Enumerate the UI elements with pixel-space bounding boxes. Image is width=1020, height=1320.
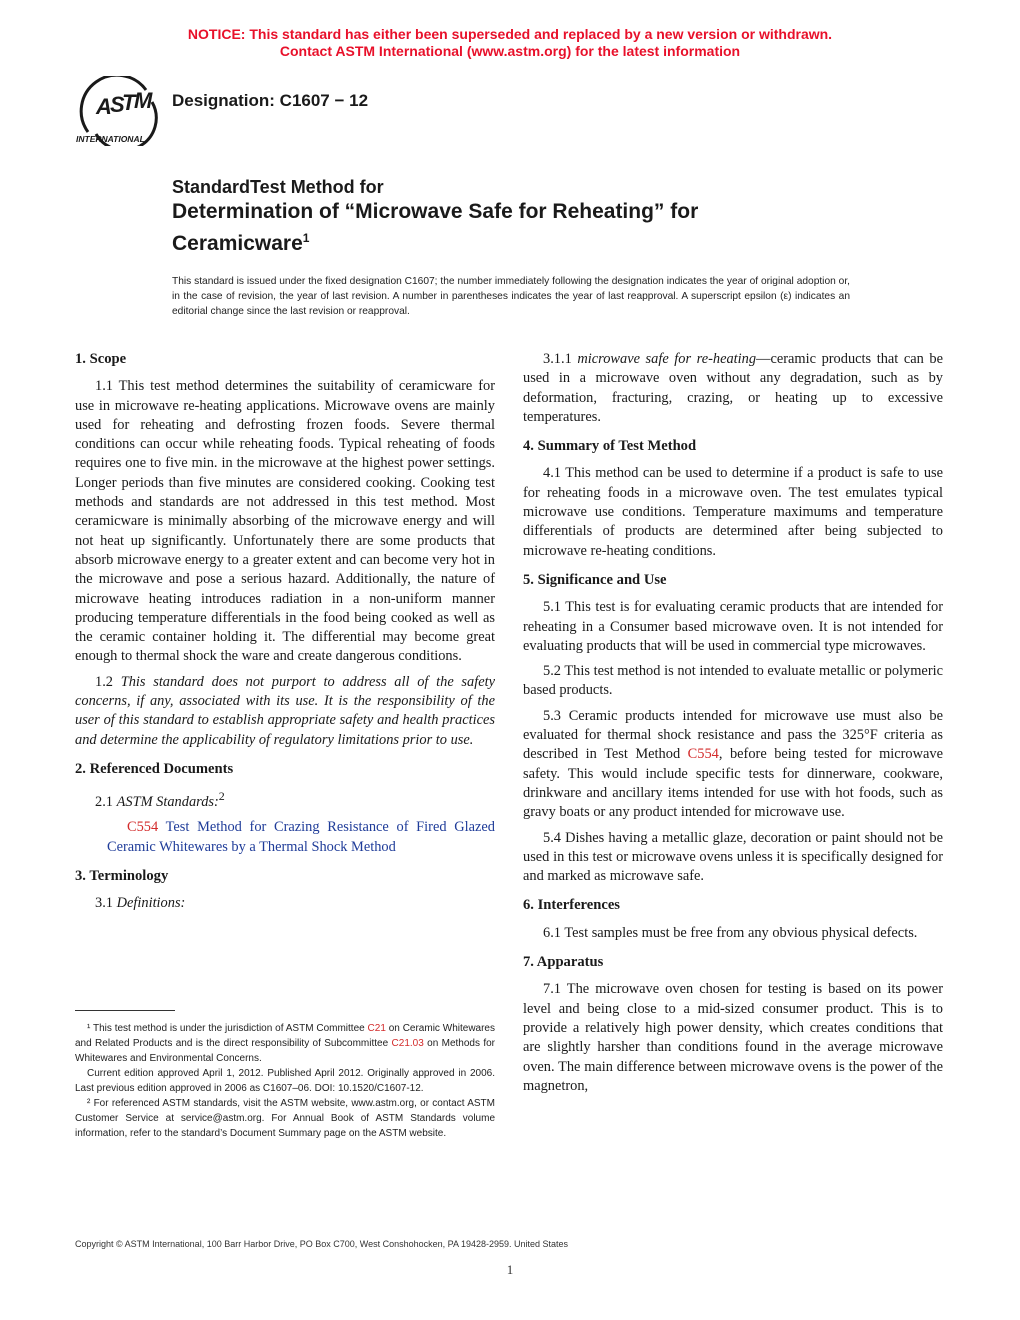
footnote-text: volume information, refer to the standard’s Document Summary page on the ASTM website. bbox=[75, 1113, 496, 1139]
supersede-notice bbox=[0, 26, 1020, 60]
footnotes bbox=[75, 1021, 495, 1141]
committee-link[interactable]: C21 bbox=[367, 1023, 386, 1034]
footnote-text: on Methods for Whitewares and Environmental Concerns. bbox=[75, 1038, 496, 1064]
footnote-italic-title: Annual Book of ASTM Standards bbox=[292, 1113, 456, 1124]
paragraph-3-1-1 bbox=[523, 350, 943, 427]
footnote-text: ¹ This test method is under the jurisdiction of ASTM Committee bbox=[87, 1023, 368, 1034]
svg-text:T: T bbox=[122, 90, 136, 115]
footnote-1-edition: Current edition approved April 1, 2012. Published April 2012. Originally approved in 2006. Last previous edition approved in 2006 as C1607–06. DOI: 10.1520/C1607-12. bbox=[75, 1068, 495, 1094]
paragraph-text: , before being tested for microwave safety. This would include specific tests for dinnerware, cookware, drinkware and ancillary items intended for use with hot foods, such as gravy boats or any product intended for microwave use. bbox=[523, 746, 943, 821]
reference-link-c554-inline[interactable]: C554 bbox=[687, 746, 719, 763]
footnote-text: ² For referenced ASTM standards, visit the ASTM website, www.astm.org, or contact ASTM Customer Service at service@astm.org. For bbox=[75, 1098, 495, 1124]
paragraph-number: 1.2 bbox=[95, 673, 121, 690]
reference-c554 bbox=[75, 818, 495, 857]
paragraph-2-1 bbox=[75, 787, 495, 812]
paragraph-1-2 bbox=[75, 673, 495, 750]
notice-line-1: NOTICE: This standard has either been superseded and replaced by a new version or withdrawn. bbox=[187, 26, 833, 42]
section-heading-apparatus: 7. Apparatus bbox=[523, 954, 604, 971]
defined-term: microwave safe for re-heating bbox=[577, 351, 757, 367]
svg-text:M: M bbox=[134, 88, 153, 113]
section-heading-interferences: 6. Interferences bbox=[523, 897, 620, 914]
reference-title[interactable]: Test Method for Crazing Resistance of Fired Glazed Ceramic Whitewares by a Thermal Shock Method bbox=[107, 819, 495, 855]
section-heading-referenced-documents: 2. Referenced Documents bbox=[75, 760, 234, 777]
section-heading-significance: 5. Significance and Use bbox=[523, 571, 667, 588]
definitions-label: Definitions: bbox=[116, 895, 186, 912]
right-column bbox=[523, 350, 943, 1102]
footnote-text: on Ceramic Whitewares and Related Products and is the direct responsibility of Subcommittee bbox=[75, 1023, 495, 1049]
footnote-divider bbox=[75, 1010, 175, 1011]
definition-text: —ceramic products that can be used in a microwave oven without any degradation, such as by deformation, fracturing, crazing, or heating up to excessive temperatures. bbox=[523, 351, 943, 425]
paragraph-number: 2.1 bbox=[95, 794, 117, 811]
section-heading-summary: 4. Summary of Test Method bbox=[523, 438, 697, 455]
document-title bbox=[172, 176, 932, 257]
footnote-marker: 2 bbox=[218, 789, 225, 804]
paragraph-5-4: 5.4 Dishes having a metallic glaze, decoration or paint should not be used in this test or microwave ovens unless it is specifically designed for and marked as microwave safe. bbox=[523, 829, 943, 885]
logo-org-text: INTERNATIONAL bbox=[76, 134, 145, 144]
left-column bbox=[75, 350, 495, 920]
paragraph-number: 3.1 bbox=[95, 895, 117, 912]
section-heading-terminology: 3. Terminology bbox=[75, 867, 169, 884]
notice-line-2: Contact ASTM International (www.astm.org) for the latest information bbox=[279, 43, 741, 59]
reference-link-c554[interactable]: C554 bbox=[127, 819, 159, 836]
designation: Designation: C1607 − 12 bbox=[172, 91, 369, 110]
page-number: 1 bbox=[506, 1262, 514, 1277]
paragraph-number: 3.1.1 bbox=[543, 351, 578, 367]
paragraph-text: 5.3 Ceramic products intended for microwave use must also be evaluated for thermal shock resistance and pass the 325°F criteria as described in Test Method bbox=[523, 707, 943, 763]
svg-text:A: A bbox=[96, 94, 112, 119]
title-line-1: StandardTest Method for bbox=[172, 177, 384, 197]
title-footnote-marker: 1 bbox=[302, 231, 310, 245]
copyright-line: Copyright © ASTM International, 100 Barr Harbor Drive, PO Box C700, West Conshohocken, PA 19428-2959. United States bbox=[75, 1239, 569, 1249]
section-heading-scope: 1. Scope bbox=[75, 351, 127, 367]
subcommittee-link[interactable]: C21.03 bbox=[391, 1038, 424, 1049]
safety-caveat: This standard does not purport to address all of the safety concerns, if any, associated with its use. It is the responsibility of the user of this standard to establish appropriate safety and health practices and determine the applicability of regulatory limitations prior to use. bbox=[75, 673, 495, 748]
footnote-1 bbox=[75, 1021, 495, 1066]
title-line-2: Determination of “Microwave Safe for Reheating” for bbox=[172, 200, 699, 223]
title-line-3: Ceramicware bbox=[172, 232, 303, 255]
svg-text:S: S bbox=[110, 92, 125, 117]
footnote-2 bbox=[75, 1096, 495, 1141]
paragraph-7-1: 7.1 The microwave oven chosen for testing is based on its power level and being close to a mid-sized consumer product. This is to provide a relatively high power density, which creates conditions that are slightly harsher than conditions found in the average microwave oven. The main difference between microwave ovens is the power of the magnetron, bbox=[523, 981, 943, 1094]
paragraph-5-3 bbox=[523, 707, 943, 823]
paragraph-5-2: 5.2 This test method is not intended to evaluate metallic or polymeric based products. bbox=[523, 663, 943, 699]
astm-logo-icon bbox=[74, 76, 160, 146]
paragraph-3-1 bbox=[75, 894, 495, 913]
paragraph-6-1: 6.1 Test samples must be free from any obvious physical defects. bbox=[543, 924, 918, 941]
preamble: This standard is issued under the fixed designation C1607; the number immediately following the designation indicates the year of original adoption or, in the case of revision, the year of last revision. A number in parentheses indicates the year of last reapproval. A superscript epsilon (ε) indicates an editorial change since the last revision or reapproval. bbox=[172, 276, 850, 317]
paragraph-4-1: 4.1 This method can be used to determine if a product is safe to use for reheating foods in a microwave oven. The test emulates typical microwave use conditions. Temperature maximums and temperature differentials of products are determined after being subjected to microwave re-heating conditions. bbox=[523, 465, 943, 559]
paragraph-1-1: 1.1 This test method determines the suitability of ceramicware for use in microwave re-heating applications. Microwave ovens are mainly used for reheating and defrosting frozen foods. Severe thermal conditions can occur while reheating foods. Typical reheating of foods requires one to five min. in the microwave at the highest power settings. Longer periods than five minutes are considered cooking. Cooking test methods and standards are not addressed in this test method. Most ceramicware is minimally absorbing of the microwave energy and will not heat up significantly. Unfortunately there are some products that absorb microwave energy to a greater extent and can become very hot in the microwave and pose a serious hazard. Additionally, the nature of microwave heating introduces radiation in a non-uniform manner producing temperature differentials in the food being cooked as well as the ceramic container holding it. The differential may become great enough to thermal shock the ware and create dangerous conditions. bbox=[75, 378, 495, 665]
astm-standards-label: ASTM Standards: bbox=[116, 794, 219, 811]
paragraph-5-1: 5.1 This test is for evaluating ceramic products that are intended for reheating in a Consumer based microwave oven. It is not intended for evaluating products that will be used in commercial type microwaves. bbox=[523, 599, 943, 654]
